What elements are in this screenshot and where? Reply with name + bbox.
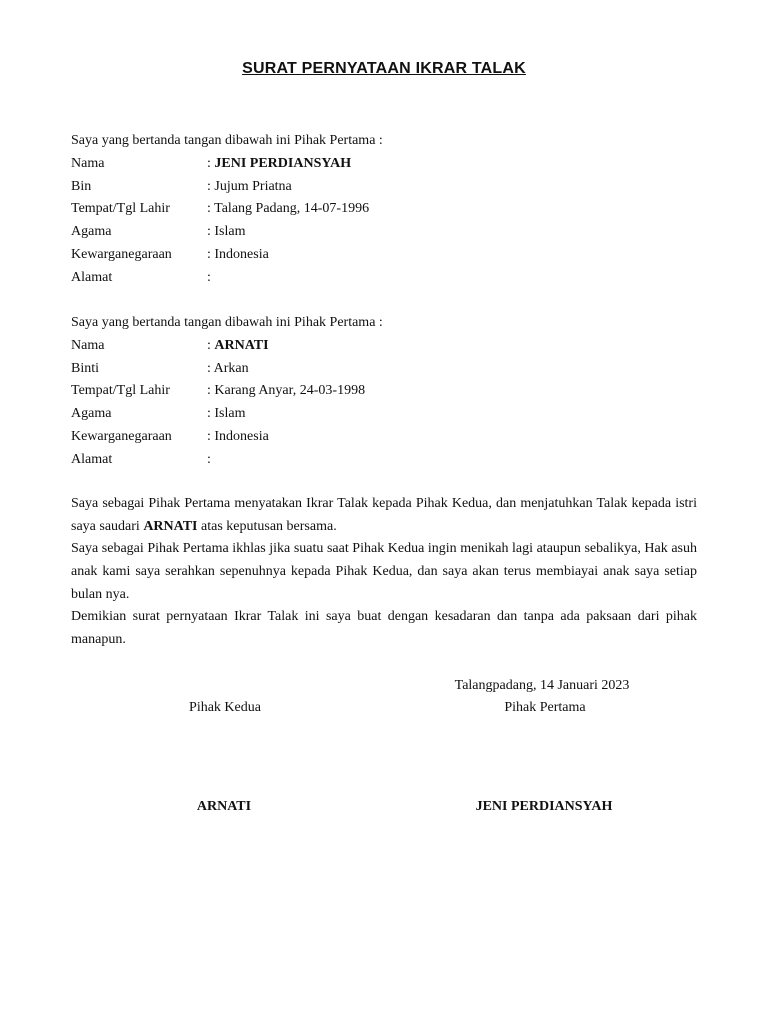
party-one-section xyxy=(71,130,697,290)
field-separator: : xyxy=(207,224,215,240)
party-one-field-value xyxy=(207,198,697,221)
party-one-field-row xyxy=(71,198,697,221)
left-signer-name: ARNATI xyxy=(196,799,252,814)
place-date: Talangpadang, 14 Januari 2023 xyxy=(454,678,630,693)
party-one-field-label: Kewarganegaraan xyxy=(71,246,172,262)
party-two-field-value xyxy=(207,335,697,358)
party-one-field-label: Nama xyxy=(71,155,105,171)
party-two-field-value-text: ARNATI xyxy=(214,337,269,353)
field-separator: : xyxy=(207,428,215,444)
party-two-field-value xyxy=(207,403,697,426)
statement-paragraph-2: Saya sebagai Pihak Pertama ikhlas jika suatu saat Pihak Kedua ingin menikah lagi ataupun sebalikya, Hak asuh anak kami saya serahkan sepenuhnya kepada Pihak Kedua, dan saya akan terus membiayai anak saya setiap bulan nya. xyxy=(71,541,697,602)
party-two-field-value xyxy=(207,449,697,472)
party-one-field-label: Alamat xyxy=(71,269,113,285)
statement-paragraph-3: Demikian surat pernyataan Ikrar Talak ini saya buat dengan kesadaran dan tanpa ada paksaan dari pihak manapun. xyxy=(71,609,697,647)
party-two-field-row xyxy=(71,335,697,358)
party-two-field-row xyxy=(71,358,697,381)
party-two-field-row xyxy=(71,449,697,472)
field-separator: : xyxy=(207,155,215,171)
statement-paragraph-1 xyxy=(71,493,697,539)
party-one-field-value xyxy=(207,176,697,199)
left-signer-role: Pihak Kedua xyxy=(189,700,261,715)
party-one-field-value-text: Islam xyxy=(214,224,246,240)
party-two-field-row xyxy=(71,426,697,449)
party-one-field-value-text: Talang Padang, 14-07-1996 xyxy=(214,201,370,217)
party-two-section xyxy=(71,312,697,472)
right-signer-name: JENI PERDIANSYAH xyxy=(475,799,613,814)
party-one-field-row xyxy=(71,267,697,290)
wife-name: ARNATI xyxy=(143,518,198,534)
document-title: SURAT PERNYATAAN IKRAR TALAK xyxy=(242,60,526,77)
field-separator: : xyxy=(207,269,211,285)
party-one-field-value-text: JENI PERDIANSYAH xyxy=(214,155,352,171)
field-separator: : xyxy=(207,246,215,262)
party-one-field-value xyxy=(207,267,697,290)
field-separator: : xyxy=(207,383,215,399)
party-two-field-value-text: Arkan xyxy=(213,360,249,376)
party-two-field-row xyxy=(71,380,697,403)
field-separator: : xyxy=(207,360,214,376)
party-two-field-label: Agama xyxy=(71,406,112,422)
party-one-field-label: Tempat/Tgl Lahir xyxy=(71,201,170,217)
party-one-intro: Saya yang bertanda tangan dibawah ini Pihak Pertama : xyxy=(71,133,383,148)
party-one-field-label: Bin xyxy=(71,178,92,194)
party-two-intro: Saya yang bertanda tangan dibawah ini Pihak Pertama : xyxy=(71,315,383,330)
party-two-field-label: Nama xyxy=(71,337,105,353)
party-two-field-value xyxy=(207,358,697,381)
party-one-field-value-text: Jujum Priatna xyxy=(214,178,292,194)
field-separator: : xyxy=(207,406,215,422)
party-one-field-value xyxy=(207,153,697,176)
right-signer-role: Pihak Pertama xyxy=(504,700,586,715)
party-one-fields xyxy=(71,153,697,290)
party-two-field-label: Binti xyxy=(71,360,100,376)
party-one-field-value xyxy=(207,221,697,244)
party-two-field-label: Alamat xyxy=(71,451,113,467)
field-separator: : xyxy=(207,337,215,353)
party-two-field-label: Kewarganegaraan xyxy=(71,428,172,444)
field-separator: : xyxy=(207,201,215,217)
party-two-field-value xyxy=(207,426,697,449)
party-one-field-row xyxy=(71,176,697,199)
statement-text-after: atas keputusan bersama. xyxy=(197,518,337,534)
party-one-field-label: Agama xyxy=(71,224,112,240)
statement-text-before: Saya sebagai Pihak Pertama menyatakan Ikrar Talak kepada Pihak Kedua, dan menjatuhkan Talak kepada istri saya saudari xyxy=(71,496,697,534)
party-two-field-value-text: Karang Anyar, 24-03-1998 xyxy=(214,383,366,399)
party-two-field-row xyxy=(71,403,697,426)
party-one-field-value xyxy=(207,244,697,267)
party-two-field-value xyxy=(207,380,697,403)
party-one-field-row xyxy=(71,244,697,267)
party-one-field-value-text: Indonesia xyxy=(214,246,269,262)
field-separator: : xyxy=(207,178,215,194)
party-two-field-value-text: Indonesia xyxy=(214,428,269,444)
party-two-field-value-text: Islam xyxy=(214,406,246,422)
party-one-field-row xyxy=(71,221,697,244)
party-one-field-row xyxy=(71,153,697,176)
field-separator: : xyxy=(207,451,211,467)
party-two-fields xyxy=(71,335,697,472)
party-two-field-label: Tempat/Tgl Lahir xyxy=(71,383,170,399)
